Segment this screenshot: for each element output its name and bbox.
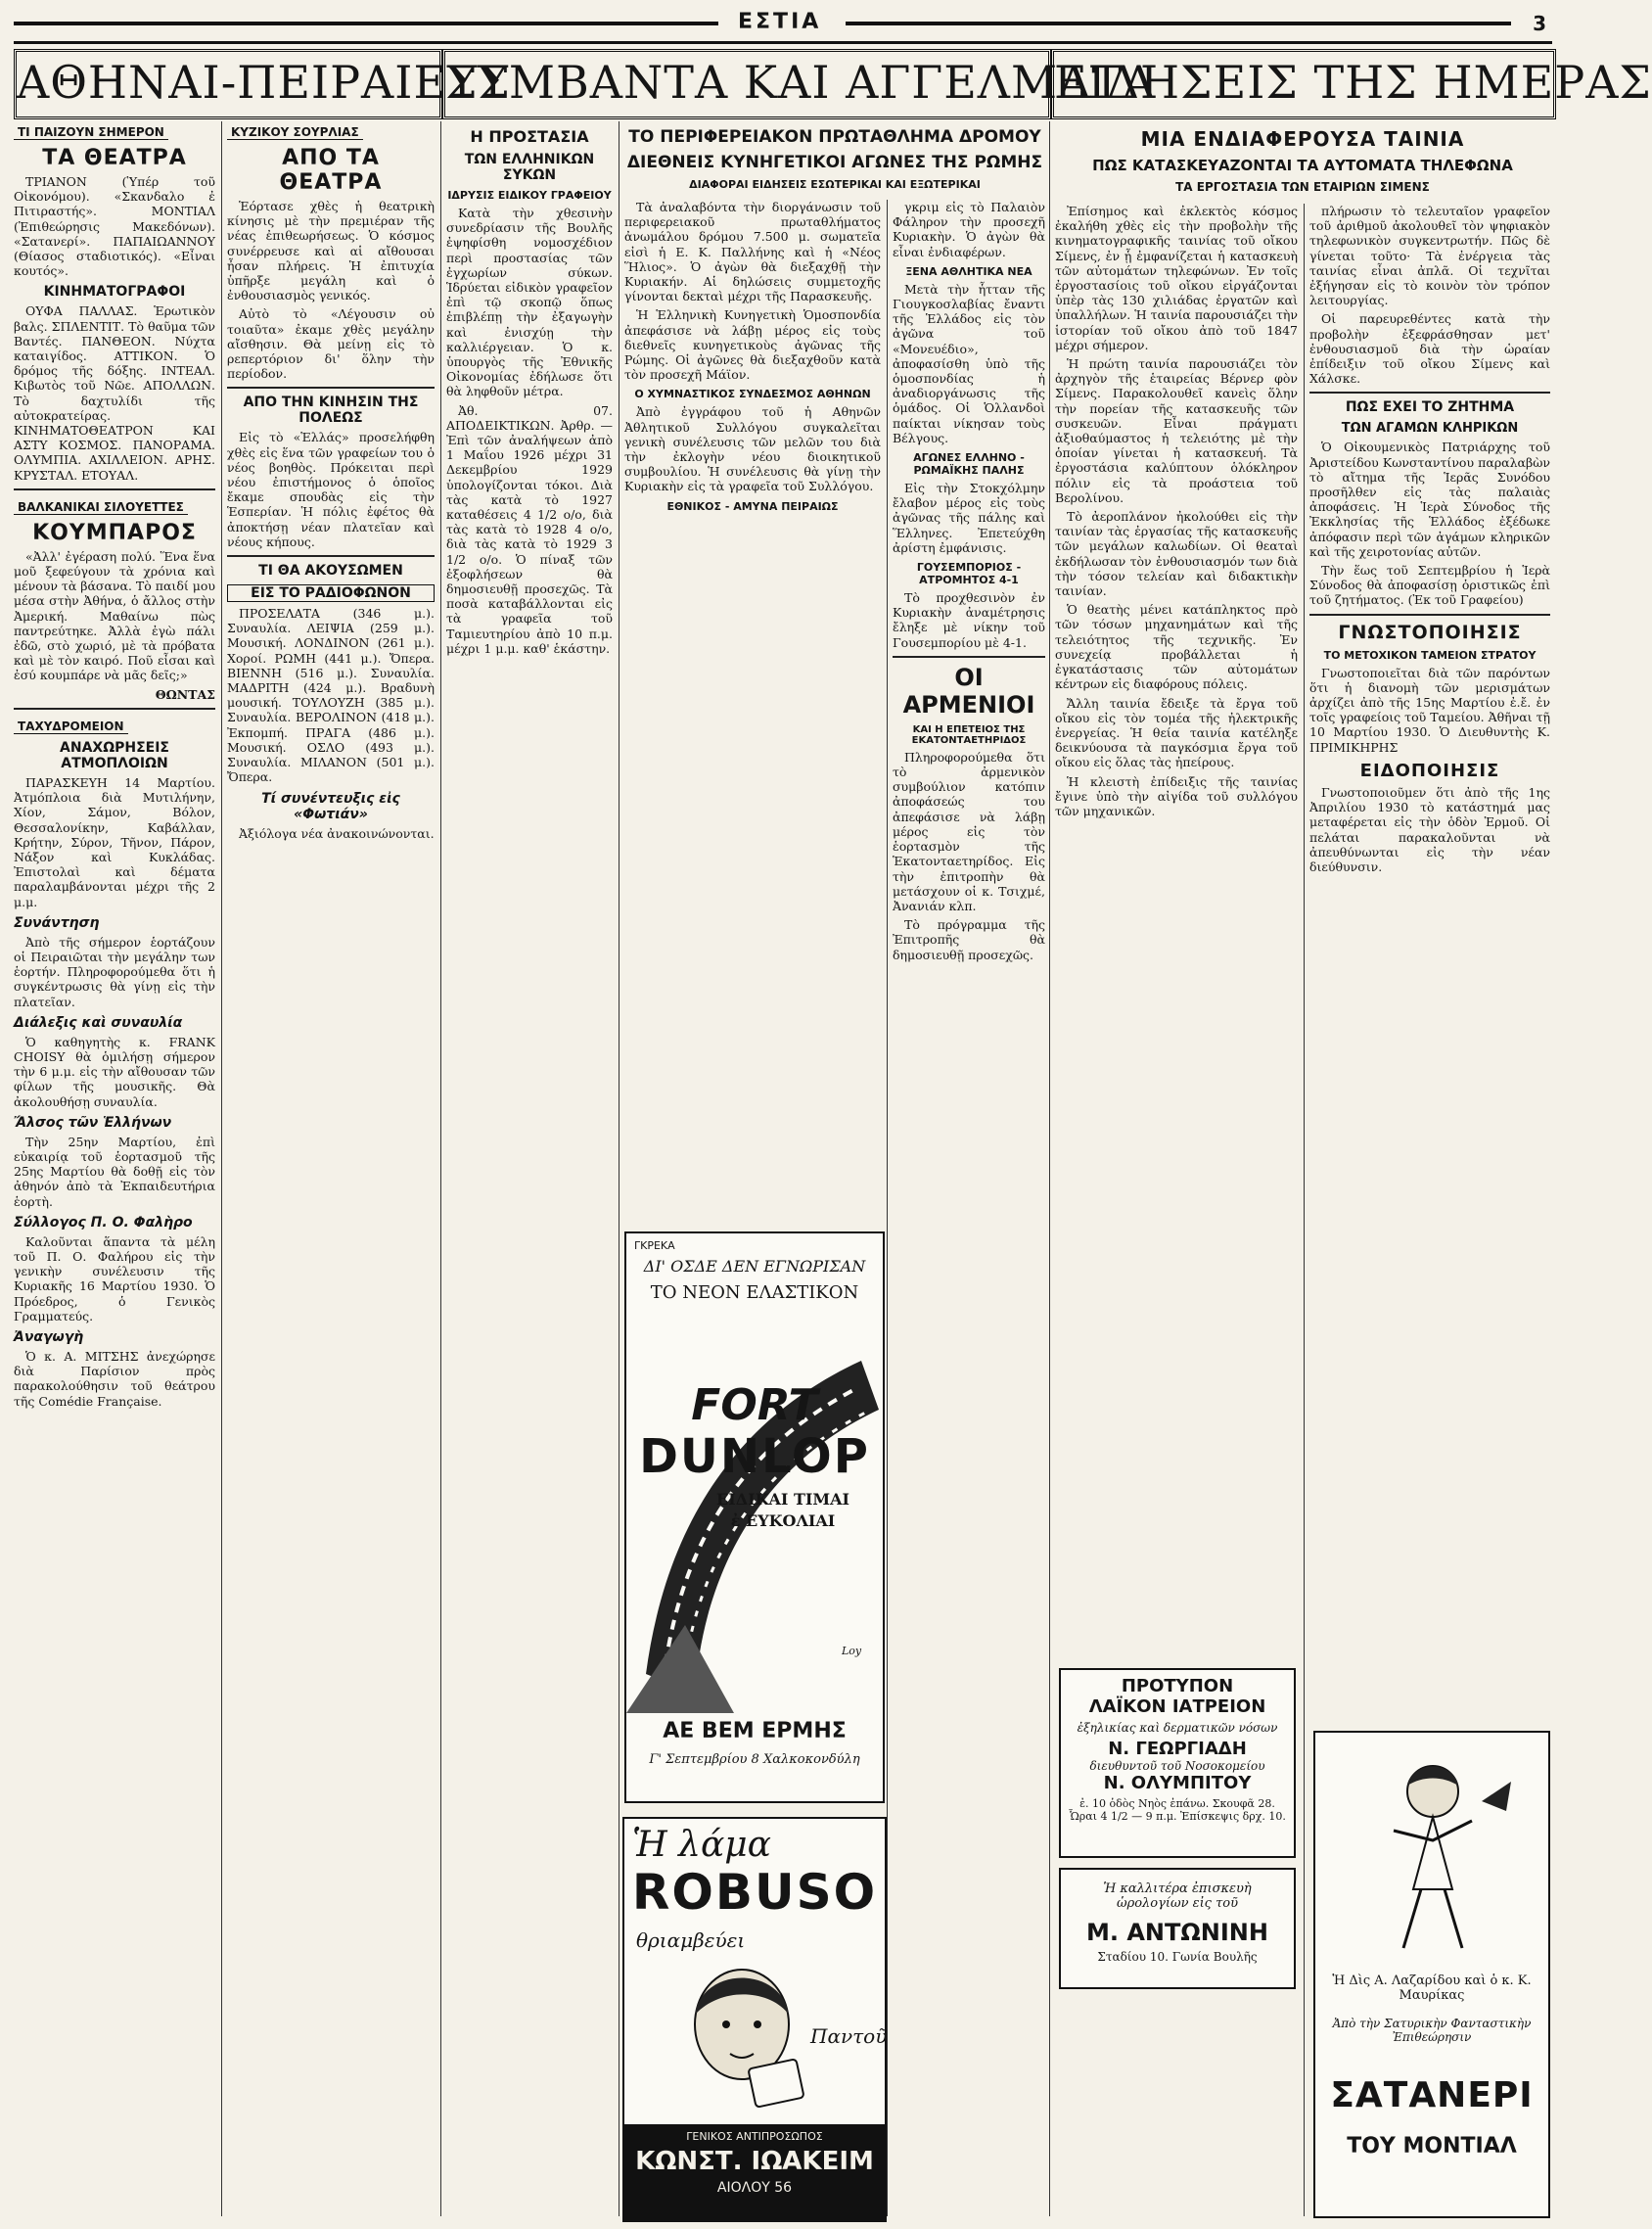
theatre-news-text-2: Αὐτὸ τὸ «Λέγουσιν οὐ τοιαῦτα» ἐκαμε χθὲς μεγάλην αἴσθησιν. Θὰ μείνῃ εἰς τὸ ρεπερτόριον δι' ὅλην τὴν περίοδον. (227, 306, 435, 382)
ad-watches (1059, 1868, 1296, 1989)
subhead-club: Σύλλογος Π. Ο. Φαλὴρο (14, 1214, 193, 1231)
ad-clinic-body: ἐξηλικίας καὶ δερματικῶν νόσων (1077, 1721, 1278, 1735)
divider (893, 656, 1045, 658)
subhead-departure: Ἀναγωγὴ (14, 1328, 84, 1345)
column-theatre-news (227, 121, 435, 2216)
clergy-text: Ὁ Οἰκουμενικὸς Πατριάρχης τοῦ Ἀριστείδου Κωνσταντίνου παραλαβὼν τὸ αἴτημα τῆς Ἱερᾶς Συνόδου προσῆλθεν εἰς τὰς παλαιὰς ἀποφάσεις. Ἡ Ἱερὰ Σύνοδος τῆς Ἐκκλησίας τῆς Ἑλλάδος ἐξέδωκε ἀπόφασιν περὶ τῶν ἀγάμων κληρικῶν καὶ τῆς χειροτονίας αὐτῶν. (1309, 440, 1550, 559)
headline-protection: Η ΠΡΟΣΤΑΣΙΑ (470, 127, 589, 146)
masthead-logo: ΕΣΤΙΑ (738, 10, 822, 34)
notice-text: Γνωστοποιοῦμεν ὅτι ἀπὸ τῆς 1ης Ἀπριλίου 1930 τὸ κατάστημά μας μεταφέρεται εἰς τὴν ὁδὸν Ἑρμοῦ. Οἱ πελάται παρακαλοῦνται νὰ ἀπευθύνωνται εἰς τὴν νέαν διεύθυνσιν. (1309, 784, 1550, 874)
ad-line-2: ΤΟ ΝΕΟΝ ΕΛΑΣΤΙΚΟΝ (650, 1282, 859, 1303)
page-number: 3 (1533, 12, 1546, 35)
ad-robuso-rep-kicker: ΓΕΝΙΚΟΣ ΑΝΤΙΠΡΟΣΩΠΟΣ (686, 2130, 823, 2143)
theatres-list: ΤΡΙΑΝΟΝ (Ὑπέρ τοῦ Οἰκονόμου). «Σκανδαλο ἐ Πιτιραστής». ΜΟΝΤΙΑΛ (Ἑπιθεώρησις Μακεδόνων). «Σατανερί». ΠΑΠΑΙΩΑΝΝΟΥ (Θίασος σταδιοτικός). «Εἶναι κουτός». (14, 174, 215, 279)
divider (14, 488, 215, 490)
dancer-illustration (1335, 1742, 1531, 1958)
divider (1309, 392, 1550, 394)
column-sports-2 (893, 200, 1045, 2216)
ad-line-3: ΕΙΔΙΚΑΙ ΤΙΜΑΙ (716, 1490, 849, 1509)
headline-unmarried-clergy: ΤΩΝ ΑΓΑΜΩΝ ΚΛΗΡΙΚΩΝ (1341, 421, 1519, 437)
ad-artist-sign: Loy (842, 1645, 862, 1657)
subhead-grove: Ἄλσος τῶν Ἑλλήνων (14, 1114, 172, 1131)
ad-clinic-hospital: Ν. ΟΛΥΜΠΙΤΟΥ (1103, 1773, 1252, 1793)
theatre-news-text: Ἑόρτασε χθὲς ἡ θεατρικὴ κίνησις μὲ τὴν πρεμιέραν τῆς νέας ἐπιθεωρήσεως. Ὁ κόσμος συνέρρευσε καὶ αἱ αἴθουσαι ἦσαν πλήρεις. Ἡ ἐπιτυχία ὑπῆρξε μεγάλη καὶ ὁ ἐνθουσιασμὸς γενικός. (227, 199, 435, 303)
subhead-match-score: ΓΟΥΣΕΜΠΟΡΙΟΣ - ΑΤΡΟΜΗΤΟΣ 4-1 (916, 561, 1022, 587)
armenians-text-2: Τὸ πρόγραμμα τῆς Ἐπιτροπῆς θὰ δημοσιευθῇ προσεχῶς. (893, 917, 1045, 962)
wrestling-text: Εἰς τὴν Στοκχόλμην ἔλαβον μέρος εἰς τοὺς ἀγῶνας τῆς πάλης καὶ Ἕλληνες. Ἐπετεύχθη ἀρίστη ἐμφάνισις. (893, 481, 1045, 555)
hunting-text: Ἡ Ἑλληνικὴ Κυνηγετικὴ Ὁμοσπονδία ἀπεφάσισε νὰ λάβῃ μέρος εἰς τοὺς διεθνεῖς κυνηγετικοὺς ἀγῶνας τῆς Ρώμης. Οἱ ἀγῶνες θὰ διεξαχθοῦν κατὰ τὸν προσεχῆ Μάϊον. (624, 307, 881, 383)
ad-watches-text: Ἡ καλλιτέρα ἐπισκευὴ ὡρολογίων εἰς τοῦ (1103, 1881, 1252, 1911)
ad-robuso-line-1: Ἡ λάμα (632, 1825, 771, 1865)
radio-listings: ΠΡΟΣΕΛΑΤΑ (346 μ.). Συναυλία. ΛΕΙΨΙΑ (259 μ.). Μουσική. ΛΟΝΔΙΝΟΝ (261 μ.). Χοροί. ΡΩΜΗ (441 μ.). Ὄπερα. ΒΙΕΝΝΗ (516 μ.). Συναυλία. ΜΑΔΡΙΤΗ (424 μ.). Βραδυνὴ μουσική. ΤΟΥΛΟΥΖΗ (385 μ.). Συναυλία. ΒΕΡΟΛΙΝΟΝ (418 μ.). Ἐκπομπή. ΠΡΑΓΑ (486 μ.). Μουσική. ΟΣΛΟ (493 μ.). Συναυλία. ΜΙΛΑΝΟΝ (501 μ.). Ὄπερα. (227, 606, 435, 785)
film-text-1: Ἐπίσημος καὶ ἐκλεκτὸς κόσμος ἐκαλήθη χθὲς εἰς τὴν προβολὴν τῆς κινηματογραφικῆς ταινίας τοῦ οἴκου Σίμενς, ἐν ᾗ ἐμφανίζεται ἡ κατασκευὴ τῶν αὐτομάτων τηλεφώνων. Ἐν τοῖς ἐργοστασίοις τοῦ οἴκου εἰργάζονται ὑπὲρ τὰς 130 χιλιάδας ἐργατῶν καὶ ὑπαλλήλων. Ἡ ταινία παρουσιάζει τὴν ἱστορίαν τοῦ οἴκου ἀπὸ τοῦ 1847 μέχρι σήμερον. (1055, 204, 1298, 352)
headline-from-theatres: ΑΠΟ ΤΑ ΘΕΑΤΡΑ (279, 146, 383, 195)
subhead-army-fund: ΤΟ ΜΕΤΟΧΙΚΟΝ ΤΑΜΕΙΟΝ ΣΤΡΑΤΟΥ (1323, 648, 1537, 662)
divider (1309, 614, 1550, 616)
ad-line-4: ἐ ΕΥΚΟΛΙΑΙ (730, 1511, 836, 1530)
headline-armenians: ΟΙ ΑΡΜΕΝΙΟΙ (902, 663, 1035, 719)
subhead-meeting: Συνάντηση (14, 914, 100, 931)
subhead-siemens: ΤΑ ΕΡΓΟΣΤΑΣΙΑ ΤΩΝ ΕΤΑΙΡΙΩΝ ΣΙΜΕΝΣ (1175, 180, 1430, 194)
column-tag: ΤΙ ΠΑΙΖΟΥΝ ΣΗΜΕΡΟΝ (14, 125, 168, 140)
ad-revue-venue: ΤΟΥ ΜΟΝΤΙΑΛ (1347, 2134, 1517, 2159)
match-text: Τὸ προχθεσινὸν ἐν Κυριακὴν ἀναμέτρησις ἔληξε μὲ νίκην τοῦ Γουσεμπορίου μὲ 4-1. (893, 590, 1045, 650)
column-rule (221, 121, 222, 2216)
column-various (1309, 204, 1550, 1711)
ad-kicker: ΓΚΡΕΚΑ (634, 1239, 675, 1252)
departure-text: Ὁ κ. Α. ΜΙΤΣΗΣ ἀνεχώρησε διὰ Παρίσιον πρὸς παρακολούθησιν τοῦ θεάτρου τῆς Comédie Française. (14, 1348, 215, 1409)
foreign-sports-text: Μετὰ τὴν ἧτταν τῆς Γιουγκοσλαβίας ἔναντι τῆς Ἑλλάδος εἰς τὸν ἀγῶνα τοῦ «Μονευέδιο», ἀποφασίσθη ὑπὸ τῆς ὁμοσπονδίας ἡ ἀναδιοργάνωσις τῆς ὁμάδος. Οἱ Ὁλλανδοὶ παίκται νίκησαν τοὺς Βέλγους. (893, 281, 1045, 445)
lecture-text: Ὁ καθηγητὴς κ. FRANK CHOISY θὰ ὁμιλήσῃ σήμερον τὴν 6 μ.μ. εἰς τὴν αἴθουσαν τῶν φίλων τῆς μουσικῆς. Θὰ ἀκολουθήσῃ συναυλία. (14, 1034, 215, 1109)
film-text-2: Ἡ πρώτη ταινία παρουσιάζει τὸν ἀρχηγὸν τῆς ἑταιρείας Βέρνερ φὸν Σίμενς. Παρακολουθεῖ κανεὶς ὅλην τὴν πορείαν τῆς κατασκευῆς τῶν συσκευῶν. Εἶναι πράγματι ἀξιοθαύμαστος ἡ τελειότης μὲ τὴν ὁποίαν γίνεται ἡ κατασκευή. Τὰ ἐργοστάσια καλύπτουν ὁλόκληρον πόλιν εἰς τὰ προάστεια τοῦ Βερολίνου. (1055, 356, 1298, 505)
ad-satanери-revue (1313, 1731, 1550, 2218)
headline-announcement: ΓΝΩΣΤΟΠΟΙΗΣΙΣ (1338, 621, 1522, 643)
clergy-text-2: Τὴν ἕως τοῦ Σεπτεμβρίου ἡ Ἱερὰ Σύνοδος θὰ ἀποφασίσῃ ὁριστικῶς ἐπὶ τοῦ ζητήματος. (Ἐκ τοῦ Γραφείου) (1309, 563, 1550, 608)
section-news-header: ΕΙΔΗΣΕΙΣ ΤΗΣ ΗΜΕΡΑΣ (1051, 49, 1556, 119)
ad-robuso-rep-address: ΑΙΟΛΟΥ 56 (716, 2180, 793, 2196)
subhead-wrestling: ΑΓΩΝΕΣ ΕΛΛΗΝΟ - ΡΩΜΑΪΚΗΣ ΠΑΛΗΣ (913, 451, 1025, 478)
masthead-rule-right (846, 22, 1511, 25)
section-athens-header: ΑΘΗΝΑΙ-ΠΕΙΡΑΙΕΥΣ (14, 49, 442, 119)
ad-robuso-line-3: Παντοῦ (810, 2024, 888, 2048)
ad-revue-cast: Ἡ Δὶς Α. Λαζαρίδου καὶ ὁ κ. Κ. Μαυρίκας (1332, 1974, 1532, 2003)
film-text-3: Τὸ ἀεροπλάνον ἠκολούθει εἰς τὴν ταινίαν τὰς ἐργασίας τῆς κατασκευῆς τῶν μεγάλων καλωδίων. Οἱ θεαταὶ ἐκδήλωσαν τὸν ἐνθουσιασμόν των διὰ τὴν τόσον τελείαν καὶ διδακτικὴν ταινίαν. (1055, 509, 1298, 599)
gymnastic-text: Ἀπὸ ἐγγράφου τοῦ ἡ Αθηνῶν Ἀθλητικοῦ Συλλόγου συγκαλεῖται γενικὴ συνέλευσις τῶν μελῶν του διὰ τὴν ἐκλογὴν νέου διοικητικοῦ συμβουλίου. Ἡ συνέλευσις θὰ γίνῃ τὴν Κυριακὴν εἰς τὰ γραφεῖα τοῦ Συλλόγου. (624, 404, 881, 494)
column-tag: ΚΥΖΙΚΟΥ ΣΟΥΡΛΙΑΣ (227, 125, 363, 140)
match-footer: ΕΘΝΙΚΟΣ - ΑΜΥΝΑ ΠΕΙΡΑΙΩΣ (666, 499, 839, 513)
ad-watches-name: Μ. ΑΝΤΩΝΙΝΗ (1086, 1919, 1268, 1946)
interview-text: Ἀξιόλογα νέα ἀνακοινώνονται. (239, 825, 435, 841)
film-continued-text-2: Οἱ παρευρεθέντες κατὰ τὴν προβολὴν ἐξεφράσθησαν μετ' ἐνθουσιασμοῦ διὰ τὴν ὡραίαν ἐπίδειξιν τοῦ οἴκου Σίμενς καὶ Χάλσκε. (1309, 311, 1550, 387)
subhead-interview: Τί συνέντευξις εἰς «Φωτιάν» (261, 790, 400, 822)
chronicle-tag: ΒΑΛΚΑΝΙΚΑΙ ΣΙΛΟΥΕΤΤΕΣ (14, 500, 188, 515)
ad-robuso-line-2: θριαμβεύει (636, 1928, 746, 1952)
ad-address: Γ' Σεπτεμβρίου 8 Χαλκοκονδύλη (649, 1752, 860, 1767)
grove-text: Τὴν 25ην Μαρτίου, ἐπὶ εὐκαιρίᾳ τοῦ ἑορτασμοῦ τῆς 25ης Μαρτίου θὰ δοθῇ εἰς τὸν ἀθηνόν ἀπὸ τὰ Ἐκπαιδευτήρια ἑορτὴ. (14, 1134, 215, 1209)
ad-clinic (1059, 1668, 1296, 1858)
headline-radio: ΕΙΣ ΤΟ ΡΑΔΙΟΦΩΝΟΝ (227, 584, 435, 602)
column-rule (440, 121, 441, 2216)
column-figs (446, 121, 613, 2216)
woman-portrait-illustration (664, 1956, 810, 2122)
column-rule (1049, 121, 1050, 2216)
column-film (1055, 204, 1298, 1662)
departures-text: ΠΑΡΑΣΚΕΥΗ 14 Μαρτίου. Ἀτμόπλοια διὰ Μυτιλήνην, Χίον, Σάμον, Βόλον, Θεσσαλονίκην, Καβάλλαν, Κρήτην, Σύρον, Τῆνον, Πάρον, Νάξον καὶ Κυκλάδας. Ἐπιστολαὶ καὶ δέματα παραλαμβάνονται μέχρι τῆς 2 μ.μ. (14, 774, 215, 909)
army-fund-text: Γνωστοποιεῖται διὰ τῶν παρόντων ὅτι ἡ διανομὴ τῶν μερισμάτων ἀρχίζει ἀπὸ τῆς 15ης Μαρτίου ἐ.ἔ. ἐν τοῖς γραφείοις τοῦ Ταμείου. Ἀθῆναι τῇ 10 Μαρτίου 1930. Ὁ Διευθυντὴς Κ. ΠΡΙΜΙΚΗΡΗΣ (1309, 665, 1550, 755)
newspaper-page (14, 8, 1652, 2222)
column-rule (1304, 204, 1305, 2216)
subhead-foreign-sports: ΞΕΝΑ ΑΘΛΗΤΙΚΑ ΝΕΑ (905, 264, 1032, 278)
headline-departures: ΑΝΑΧΩΡΗΣΕΙΣ ΑΤΜΟΠΛΟΙΩΝ (60, 739, 169, 771)
ad-robuso-brand: ROBUSO (631, 1864, 878, 1921)
subhead-various-news: ΔΙΑΦΟΡΑΙ ΕΙΔΗΣΕΙΣ ΕΣΩΤΕΡΙΚΑΙ ΚΑΙ ΕΞΩΤΕΡΙΚΑΙ (689, 178, 981, 191)
ad-watches-address: Σταδίου 10. Γωνία Βουλῆς (1097, 1950, 1258, 1964)
film-text-4: Ὁ θεατὴς μένει κατάπληκτος πρὸ τῶν τόσων μηχανημάτων καὶ τῆς τελειότητος τῆς τεχνικῆς. Ἐν συνεχείᾳ προβάλλεται ἡ ἐγκατάστασις τῶν αὐτομάτων κέντρων εἰς διαφόρους πόλεις. (1055, 602, 1298, 692)
ad-revue-subtitle: Ἀπὸ τὴν Σατυρικὴν Φανταστικὴν Ἐπιθεώρησιν (1332, 2017, 1532, 2044)
headline-clergy-question: ΠΩΣ ΕΧΕΙ ΤΟ ΖΗΤΗΜΑ (1345, 399, 1515, 416)
film-text-5: Ἄλλη ταινία ἔδειξε τὰ ἔργα τοῦ οἴκου εἰς τὸν τομέα τῆς ἠλεκτρικῆς ἐνεργείας. Ἡ θεία ταινία κατέληξε δεικνύουσα τὰ παγκόσμια ἔργα τοῦ οἴκου εἰς ὅλας τὰς ἠπείρους. (1055, 695, 1298, 770)
ad-robuso-footer (624, 2124, 885, 2220)
ad-brand-dunlop: DUNLOP (639, 1429, 870, 1484)
masthead (14, 8, 1552, 44)
ad-clinic-doctor: Ν. ΓΕΩΡΓΙΑΔΗ (1108, 1739, 1247, 1759)
film-continued-text: πλήρωσιν τὸ τελευταῖον γραφεῖον τοῦ ἀριθμοῦ ἀκολουθεῖ τὸν ψηφιακὸν τηλεφωνικὸν συγκεντρωτήν. Πῶς δὲ γίνεται τοῦτο· Τὰ ἐνέργεια τὰς ταινίας εἶναι ἀπλᾶ. Οἱ τεχνῖται ἐξήγησαν εἰς τὸ κοινὸν τὸν τρόπον λειτουργίας. (1309, 204, 1550, 308)
divider (14, 708, 215, 710)
headline-figs: ΤΩΝ ΕΛΛΗΝΙΚΩΝ ΣΥΚΩΝ (464, 152, 595, 183)
ad-line-1: ΔΙ' ΟΣΔΕ ΔΕΝ ΕΓΝΩΡΙΣΑΝ (643, 1257, 866, 1276)
headline-koumbaros: ΚΟΥΜΠΑΡΟΣ (32, 520, 197, 545)
headline-city: ΑΠΟ ΤΗΝ ΚΙΝΗΣΙΝ ΤΗΣ ΠΟΛΕΩΣ (243, 395, 419, 427)
ad-robuso-rep-name: ΚΩΝΣΤ. ΙΩΑΚΕΙΜ (635, 2147, 874, 2176)
cinemas-list: ΟΥΦΑ ΠΑΛΛΑΣ. Ἑρωτικὸν βαλς. ΣΠΛΕΝΤΙΤ. Τὸ θαῦμα τῶν Βαντές. ΠΑΝΘΕΟΝ. Νύχτα καταιγίδος. ΑΤΤΙΚΟΝ. Ὁ δρόμος τῆς δόξης. ΙΝΤΕΑΛ. Κιβωτὸς τοῦ Νῶε. ΑΠΟΛΛΩΝ. Τὸ δαχτυλίδι τῆς αὐτοκρατείρας. ΚΙΝΗΜΑΤΟΘΕΑΤΡΟΝ ΚΑΙ ΑΣΤΥ ΚΟΣΜΟΣ. ΠΑΝΟΡΑΜΑ. ΟΛΥΜΠΙΑ. ΑΧΙΛΛΕΙΟΝ. ΑΡΗΣ. ΚΡΥΣΤΑΛ. ΕΤΟΥΑΛ. (14, 303, 215, 483)
ad-brand-fort: FORT (691, 1380, 818, 1430)
ad-clinic-title-2: ΛΑΪΚΟΝ ΙΑΤΡΕΙΟΝ (1088, 1696, 1266, 1717)
ad-clinic-role: διευθυντοῦ τοῦ Νοσοκομείου (1089, 1759, 1265, 1773)
mail-tag: ΤΑΧΥΔΡΟΜΕΙΟΝ (14, 720, 128, 734)
section-events-header: ΣΥΜΒΑΝΤΑ ΚΑΙ ΑΓΓΕΛΜΑΤΑ (442, 49, 1051, 119)
divider (227, 555, 435, 557)
city-text: Εἰς τὸ «Ἑλλάς» προσελήφθη χθὲς εἰς ἕνα τῶν γραφείων του ὁ νέος βοηθὸς. Πρόκειται περὶ νέου ἐπιστήμονος ὁ ὁποῖος ἔκαμε σπουδὰς εἰς τὴν Ἑσπερίαν. Ἡ πόλις ἐφέτος θὰ ἀποκτήσῃ νέαν πλατεῖαν καὶ νέους κήπους. (227, 430, 435, 549)
ad-robuso (622, 1817, 887, 2222)
subhead-office: ΙΔΡΥΣΙΣ ΕΙΔΙΚΟΥ ΓΡΑΦΕΙΟΥ (447, 189, 612, 202)
sports-continued-text: γκριμ εἰς τὸ Παλαιὸν Φάληρον τὴν προσεχῆ Κυριακὴν. Ὁ ἀγὼν θὰ εἶναι ἐνδιαφέρων. (893, 200, 1045, 259)
headline-cross-country: ΤΟ ΠΕΡΙΦΕΡΕΙΑΚΟΝ ΠΡΩΤΑΘΛΗΜΑ ΔΡΟΜΟΥ (628, 127, 1041, 147)
ad-revue-title: ΣΑΤΑΝΕΡΙ (1330, 2075, 1534, 2115)
headline-telephones: ΠΩΣ ΚΑΤΑΣΚΕΥΑΖΟΝΤΑΙ ΤΑ ΑΥΤΟΜΑΤΑ ΤΗΛΕΦΩΝΑ (1092, 157, 1513, 174)
column-sports (624, 200, 881, 1224)
koumbaros-signature: ΘΩΝΤΑΣ (155, 686, 215, 702)
headline-film: ΜΙΑ ΕΝΔΙΑΦΕΡΟΥΣΑ ΤΑΙΝΙΑ (1140, 127, 1465, 151)
headline-hunting-games: ΔΙΕΘΝΕΙΣ ΚΥΝΗΓΕΤΙΚΟΙ ΑΓΩΝΕΣ ΤΗΣ ΡΩΜΗΣ (626, 153, 1043, 172)
headline-radio-kicker: ΤΙ ΘΑ ΑΚΟΥΣΩΜΕΝ (258, 563, 403, 580)
ad-dealer: ΑΕ ΒΕΜ ΕΡΜΗΣ (663, 1719, 847, 1743)
headline-theatres: ΤΑ ΘΕΑΤΡΑ (42, 146, 187, 170)
column-rule (887, 200, 888, 2216)
column-rule (619, 121, 620, 2216)
ad-dunlop (624, 1231, 885, 1803)
cross-country-text: Τὰ ἀναλαβόντα τὴν διοργάνωσιν τοῦ περιφερειακοῦ πρωταθλήματος ἀνωμάλου δρόμου 7.500 μ. σωματεῖα εἰσὶ ἡ Ε. Κ. Παλλήνης καὶ ἡ «Νέος Ἥλιος». Ὁ ἀγὼν θὰ διεξαχθῇ τὴν Κυριακήν. Αἱ δηλώσεις συμμετοχῆς γίνονται δεκταὶ μέχρι τῆς Παρασκευῆς. (624, 200, 881, 304)
film-header-block (1055, 121, 1550, 215)
club-text: Καλοῦνται ἅπαντα τὰ μέλη τοῦ Π. Ο. Φαλήρου εἰς τὴν γενικὴν συνέλευσιν τῆς Κυριακῆς 16 Μαρτίου 1930. Ὁ Πρόεδρος, ὁ Γενικὸς Γραμματεύς. (14, 1233, 215, 1323)
headline-notice: ΕΙΔΟΠΟΙΗΣΙΣ (1359, 760, 1500, 781)
subhead-lecture: Διάλεξις καὶ συναυλία (14, 1014, 183, 1031)
subhead-centenary: ΚΑΙ Η ΕΠΕΤΕΙΟΣ ΤΗΣ ΕΚΑΤΟΝΤΑΕΤΗΡΙΔΟΣ (911, 723, 1027, 746)
ad-clinic-title-1: ΠΡΟΤΥΠΟΝ (1121, 1676, 1234, 1696)
savings-text: Ἀθ. 07. ΑΠΟΔΕΙΚΤΙΚΩΝ. Ἀρθρ. — Ἐπὶ τῶν ἀναλήψεων ἀπὸ 1 Μαΐου 1926 μέχρι 31 Δεκεμβρίου 1929 ὑπολογίζονται τόκοι. Διὰ τὰς κατὰ τὸ 1927 καταθέσεις 4 1/2 ο/ο, διὰ τὰς κατὰ τὸ 1928 4 ο/ο, διὰ τὰς κατὰ τὸ 1929 3 1/2 ο/ο. Ὁ πίναξ τῶν ἐξοφλήσεων θὰ δημοσιευθῇ προσεχῶς. Τὰ ποσὰ καταβάλλονται εἰς τὰ γραφεῖα τοῦ Ταμιευτηρίου ἀπὸ 10 π.μ. μέχρι 1 μ.μ. καθ' ἑκάστην. (446, 402, 613, 656)
film-text-6: Ἡ κλειστὴ ἐπίδειξις τῆς ταινίας ἔγινε ὑπὸ τὴν αἰγίδα τοῦ συλλόγου τῶν μηχανικῶν. (1055, 773, 1298, 818)
divider (227, 387, 435, 389)
column-athens (14, 121, 215, 2216)
subhead-gymnastic-club: Ο ΧΥΜΝΑΣΤΙΚΟΣ ΣΥΝΔΕΣΜΟΣ ΑΘΗΝΩΝ (634, 388, 871, 401)
figs-text: Κατὰ τὴν χθεσινὴν συνεδρίασιν τῆς Βουλῆς ἐψηφίσθη νομοσχέδιον περὶ προστασίας τῶν ἐγχωρίων σύκων. Ἱδρύεται εἰδικὸν γραφεῖον ἐπὶ τῷ σκοπῷ ὅπως ἐπιβλέπῃ τὴν ἐξαγωγὴν καὶ ἐνισχύῃ τὴν καλλιέργειαν. Ὁ κ. ὑπουργὸς τῆς Ἐθνικῆς Οἰκονομίας ἐδήλωσε ὅτι θὰ ληφθοῦν μέτρα. (446, 206, 613, 399)
ad-clinic-address: ἐ. 10 ὁδὸς Νηὸς ἐπάνω. Σκουφᾶ 28. Ὧραι 4 1/2 — 9 π.μ. Ἐπίσκεψις δρχ. 10. (1069, 1797, 1286, 1823)
masthead-rule-left (14, 22, 718, 25)
headline-cinemas: ΚΙΝΗΜΑΤΟΓΡΑΦΟΙ (43, 284, 186, 301)
koumbaros-text: «Ἀλλ' ἐγέραση πολύ. Ἕνα ἕνα μοῦ ξεφεύγουν τὰ χρόνια καὶ μένουν τὰ βάσανα. Τὸ παιδί μου μέσα στὴν Ἀθήνα, ὁ ἄλλος στὴν Ἀμερική. Μαθαίνω πὼς παντρεύτηκε. Ἀλλὰ ἐγὼ πάλι ἐδῶ, στὸ χωριό, μὲ τὰ πρόβατα καὶ μὲ τὸν καιρό. Ποῦ εἶσαι καὶ ἐσύ κουμπάρε νὰ μᾶς δεῖς;» (14, 548, 215, 683)
armenians-text: Πληροφορούμεθα ὅτι τὸ ἀρμενικὸν συμβούλιον κατόπιν ἀποφάσεώς του ἀπεφάσισε νὰ λάβῃ μέρος εἰς τὸν ἑορτασμὸν τῆς Ἑκατονταετηρίδος. Εἰς τὴν ἐπιτροπὴν θὰ μετάσχουν οἱ κ. Τσιχμέ, Ἀνανιάν κλπ. (893, 749, 1045, 913)
meeting-text: Ἀπὸ τῆς σήμερον ἑορτάζουν οἱ Πειραιῶται τὴν μεγάλην των ἑορτήν. Πληροφορούμεθα ὅτι ἡ συγκέντρωσις θὰ γίνῃ εἰς τὴν πλατεῖαν. (14, 934, 215, 1009)
